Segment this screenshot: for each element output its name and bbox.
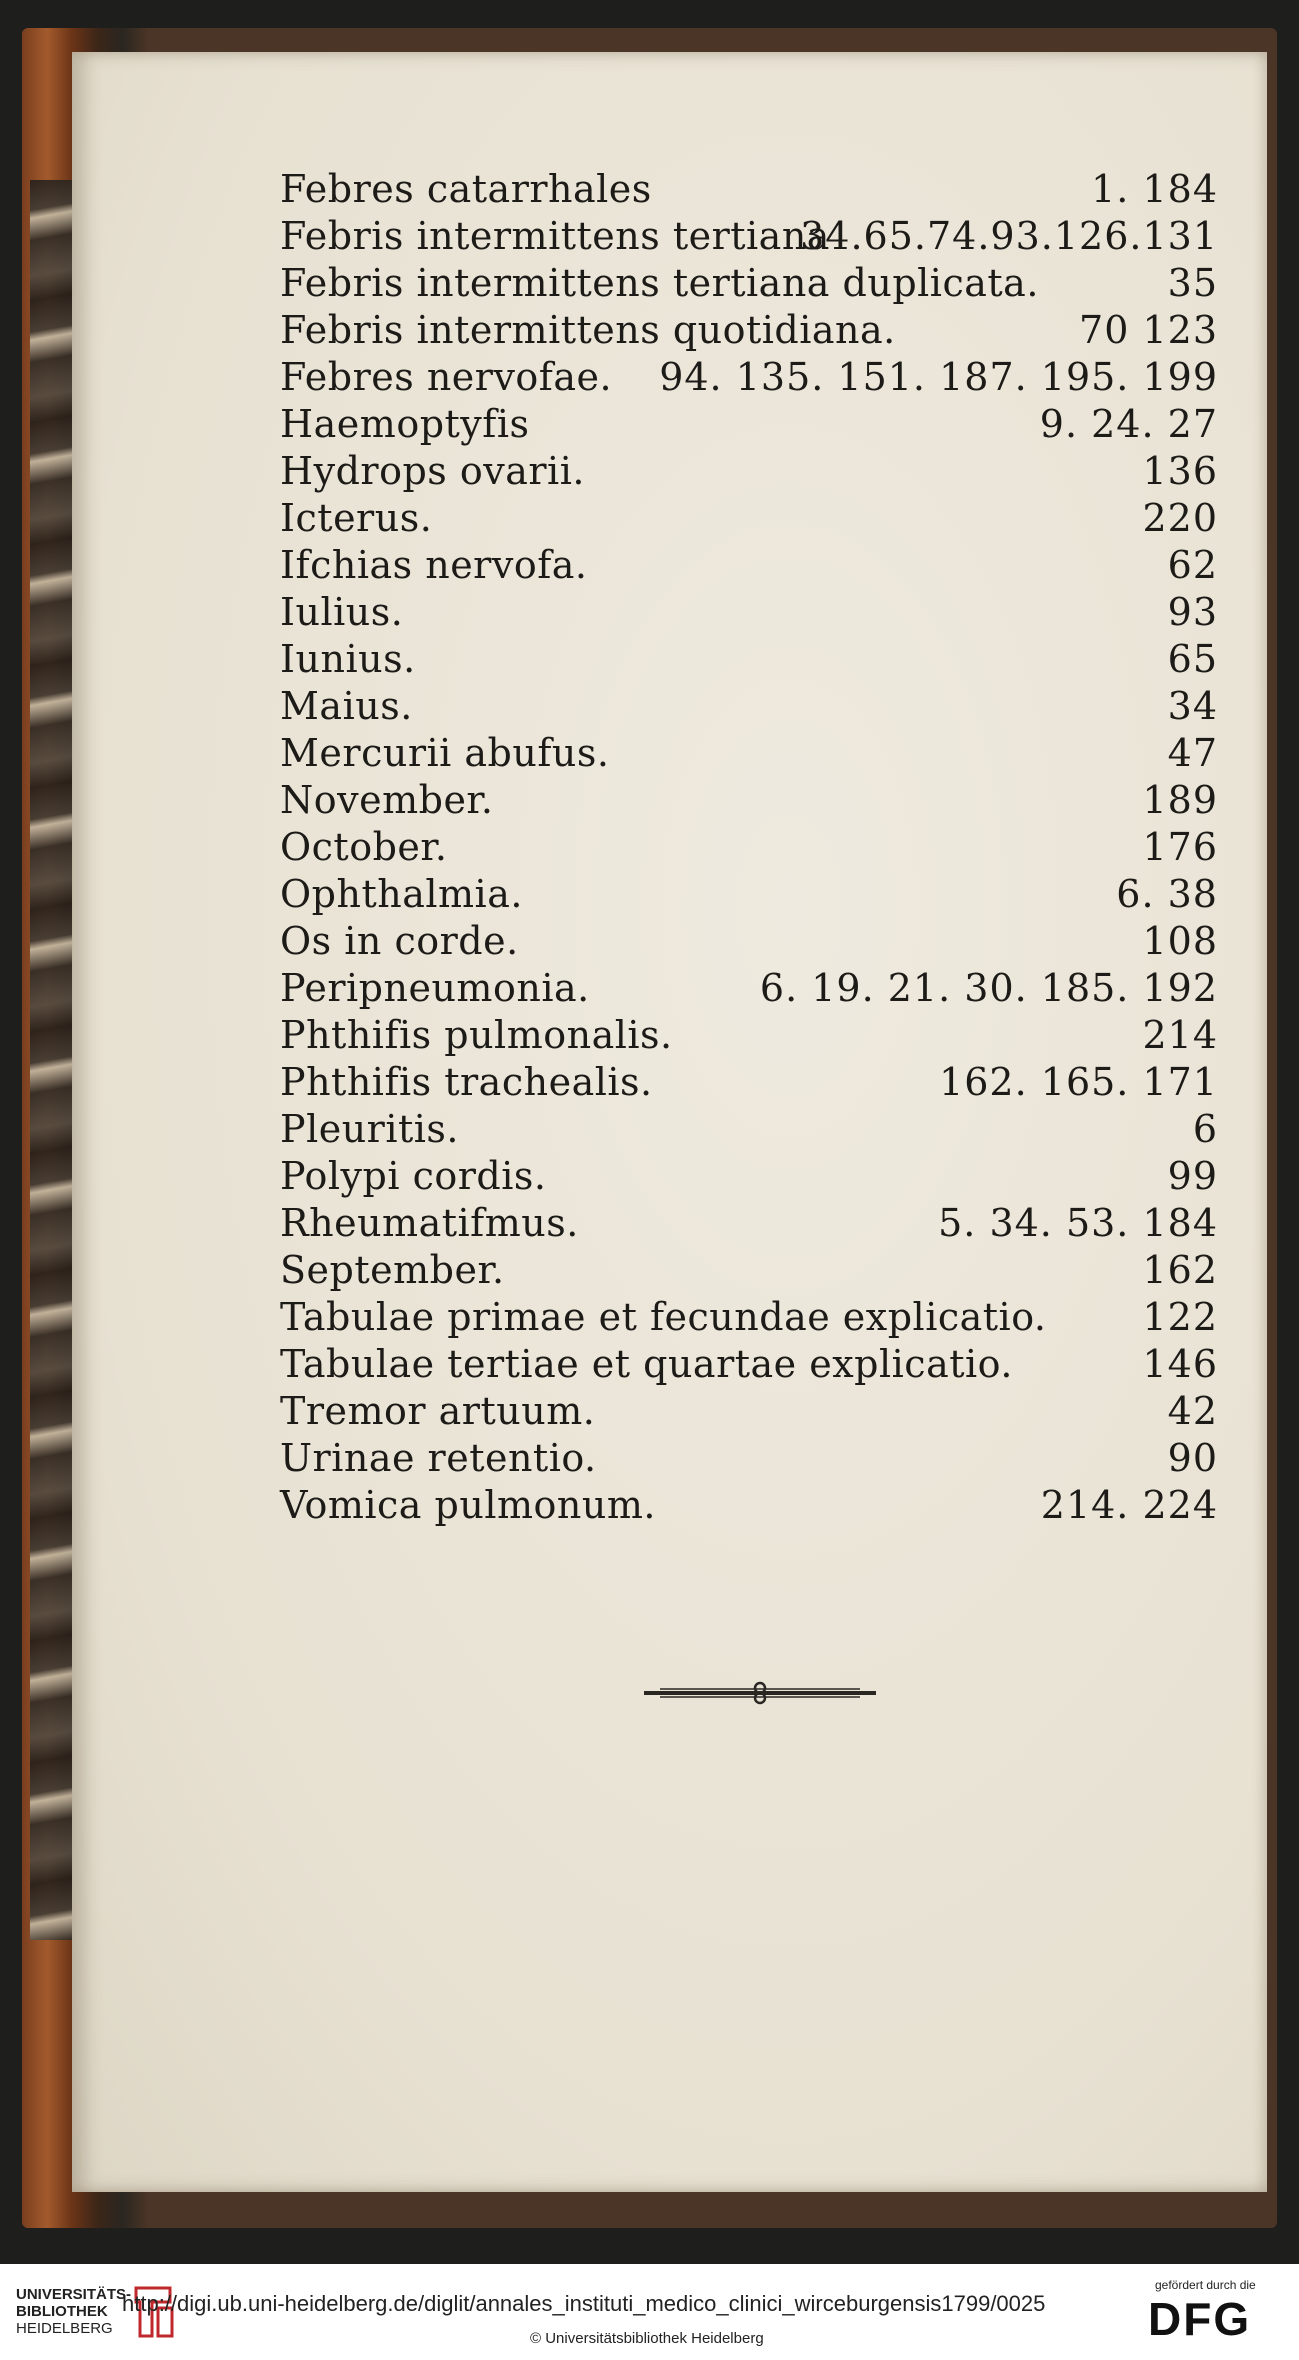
- footer-bar: [0, 2264, 1299, 2360]
- index-page-numbers: 5. 34. 53. 184: [938, 1201, 1218, 1245]
- copyright-notice: © Universitätsbibliothek Heidelberg: [530, 2330, 764, 2347]
- funded-by-note: gefördert durch die: [1155, 2278, 1256, 2292]
- index-entry: [208, 965, 1218, 1012]
- index-page-numbers: 162: [1142, 1248, 1218, 1292]
- index-term: Tabulae tertiae et quartae explicatio.: [280, 1342, 1013, 1386]
- index-page-numbers: 34: [1167, 684, 1218, 728]
- index-entry: [208, 495, 1218, 542]
- index-term: Ifchias nervofa.: [280, 543, 588, 587]
- index-entry: [208, 1388, 1218, 1435]
- index-entry: [208, 260, 1218, 307]
- index-entry: [208, 1153, 1218, 1200]
- index-term: Febris intermittens tertiana: [280, 214, 830, 258]
- index-entry: [208, 166, 1218, 213]
- index-entry: [208, 636, 1218, 683]
- index-entry: [208, 871, 1218, 918]
- index-entry: [208, 213, 1218, 260]
- marbled-spine: [30, 180, 78, 1940]
- index-page-numbers: 214. 224: [1040, 1483, 1218, 1527]
- index-page-numbers: 93: [1167, 590, 1218, 634]
- index-term: Polypi cordis.: [280, 1154, 547, 1198]
- index-page-numbers: 42: [1167, 1389, 1218, 1433]
- index-entry: [208, 1341, 1218, 1388]
- index-entry: [208, 448, 1218, 495]
- library-name-line2: BIBLIOTHEK: [16, 2303, 108, 2320]
- index-page-numbers: 189: [1142, 778, 1218, 822]
- index-term: Febris intermittens quotidiana.: [280, 308, 896, 352]
- index-page-numbers: 94. 135. 151. 187. 195. 199: [659, 355, 1218, 399]
- index-page-numbers: 220: [1142, 496, 1218, 540]
- index-page-numbers: 108: [1142, 919, 1218, 963]
- document-url-link[interactable]: http://digi.ub.uni-heidelberg.de/diglit/annales_instituti_medico_clinici_wirceburgensis1799/0025: [122, 2291, 1046, 2316]
- index-page-numbers: 162. 165. 171: [939, 1060, 1218, 1104]
- index-page-numbers: 176: [1142, 825, 1218, 869]
- index-page-numbers: 90: [1167, 1436, 1218, 1480]
- index-page-numbers: 6: [1192, 1107, 1218, 1151]
- index-term: November.: [280, 778, 494, 822]
- index-term: Rheumatifmus.: [280, 1201, 579, 1245]
- index-page-numbers: 122: [1142, 1295, 1218, 1339]
- index-term: Vomica pulmonum.: [280, 1483, 656, 1527]
- index-page-numbers: 214: [1142, 1013, 1218, 1057]
- index-term: Mercurii abufus.: [280, 731, 610, 775]
- index-page-numbers: 6. 38: [1116, 872, 1218, 916]
- index-entry: [208, 730, 1218, 777]
- index-entry: [208, 354, 1218, 401]
- index-page-numbers: 9. 24. 27: [1039, 402, 1218, 446]
- index-entry: [208, 683, 1218, 730]
- index-page-numbers: 34.65.74.93.126.131: [800, 214, 1218, 258]
- index-term: Iulius.: [280, 590, 404, 634]
- index-page-numbers: 99: [1167, 1154, 1218, 1198]
- index-term: Haemoptyfis: [280, 402, 530, 446]
- index-term: Phthifis pulmonalis.: [280, 1013, 673, 1057]
- index-page-numbers: 47: [1167, 731, 1218, 775]
- index-term: Icterus.: [280, 496, 433, 540]
- index-term: Tabulae primae et fecundae explicatio.: [280, 1295, 1047, 1339]
- index-term: Urinae retentio.: [280, 1436, 597, 1480]
- library-name-line3: HEIDELBERG: [16, 2320, 113, 2337]
- ornament-divider-icon: [640, 1678, 880, 1708]
- index-entry: [208, 1012, 1218, 1059]
- index-term: October.: [280, 825, 448, 869]
- index-page-numbers: 1. 184: [1091, 167, 1218, 211]
- index-entry: [208, 1059, 1218, 1106]
- dfg-logo: DFG: [1148, 2293, 1252, 2345]
- index-page-numbers: 65: [1167, 637, 1218, 681]
- index-entry: [208, 589, 1218, 636]
- index-page-numbers: 146: [1142, 1342, 1218, 1386]
- index-entry: [208, 307, 1218, 354]
- index-page-numbers: 70 123: [1079, 308, 1218, 352]
- index-term: Os in corde.: [280, 919, 519, 963]
- index-list: [208, 166, 1218, 1529]
- index-entry: [208, 777, 1218, 824]
- index-entry: [208, 1435, 1218, 1482]
- index-entry: [208, 1482, 1218, 1529]
- library-name-line1: UNIVERSITÄTS-: [16, 2286, 132, 2303]
- index-entry: [208, 1294, 1218, 1341]
- index-term: Tremor artuum.: [280, 1389, 596, 1433]
- index-term: Maius.: [280, 684, 413, 728]
- index-entry: [208, 1247, 1218, 1294]
- index-entry: [208, 824, 1218, 871]
- index-term: Pleuritis.: [280, 1107, 460, 1151]
- index-entry: [208, 542, 1218, 589]
- index-term: Iunius.: [280, 637, 416, 681]
- index-term: Hydrops ovarii.: [280, 449, 585, 493]
- index-term: Febris intermittens tertiana duplicata.: [280, 261, 1039, 305]
- index-page-numbers: 35: [1167, 261, 1218, 305]
- index-term: Phthifis trachealis.: [280, 1060, 653, 1104]
- index-page-numbers: 62: [1167, 543, 1218, 587]
- index-entry: [208, 1200, 1218, 1247]
- index-page-numbers: 136: [1142, 449, 1218, 493]
- index-term: Febres nervofae.: [280, 355, 613, 399]
- index-page-numbers: 6. 19. 21. 30. 185. 192: [759, 966, 1218, 1010]
- index-term: Ophthalmia.: [280, 872, 523, 916]
- index-term: Febres catarrhales: [280, 167, 652, 211]
- index-term: September.: [280, 1248, 505, 1292]
- index-entry: [208, 1106, 1218, 1153]
- index-entry: [208, 918, 1218, 965]
- index-entry: [208, 401, 1218, 448]
- index-term: Peripneumonia.: [280, 966, 590, 1010]
